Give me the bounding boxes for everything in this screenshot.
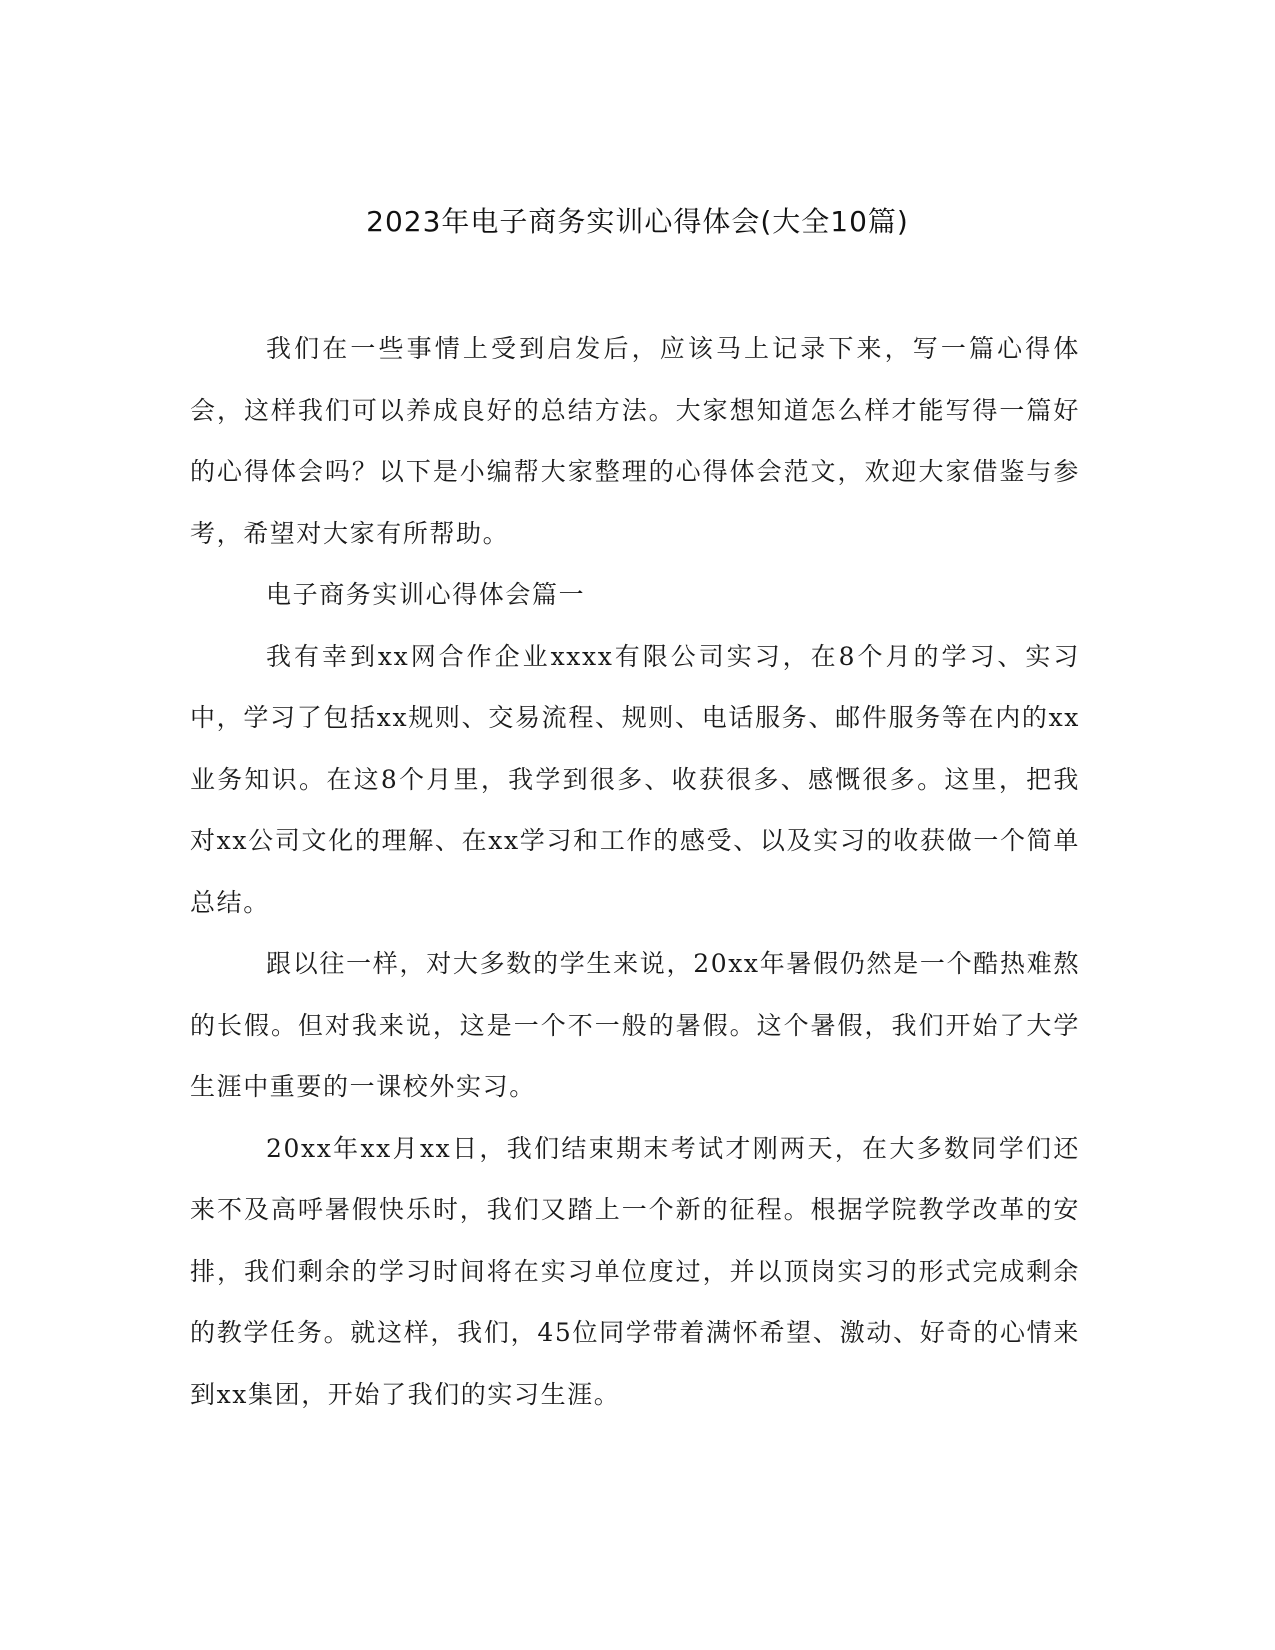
- intro-paragraph: 我们在一些事情上受到启发后，应该马上记录下来，写一篇心得体会，这样我们可以养成良好的总结方法。大家想知道怎么样才能写得一篇好的心得体会吗？以下是小编帮大家整理的心得体会范文，欢迎大家借鉴与参考，希望对大家有所帮助。: [190, 334, 1080, 548]
- body-paragraph: 20xx年xx月xx日，我们结束期末考试才刚两天，在大多数同学们还来不及高呼暑假快乐时，我们又踏上一个新的征程。根据学院教学改革的安排，我们剩余的学习时间将在实习单位度过，并以顶岗实习的形式完成剩余的教学任务。就这样，我们，45位同学带着满怀希望、激动、好奇的心情来到xx集团，开始了我们的实习生涯。: [190, 1133, 1080, 1409]
- section-heading: 电子商务实训心得体会篇一: [266, 580, 586, 609]
- body-paragraph: 我有幸到xx网合作企业xxxx有限公司实习，在8个月的学习、实习中，学习了包括xx规则、交易流程、规则、电话服务、邮件服务等在内的xx业务知识。在这8个月里，我学到很多、收获很多、感慨很多。这里，把我对xx公司文化的理解、在xx学习和工作的感受、以及实习的收获做一个简单总结。: [190, 641, 1080, 917]
- body-paragraph: 跟以往一样，对大多数的学生来说，20xx年暑假仍然是一个酷热难熬的长假。但对我来说，这是一个不一般的暑假。这个暑假，我们开始了大学生涯中重要的一课校外实习。: [190, 949, 1080, 1101]
- document-body: [190, 318, 1080, 1425]
- document-title: 2023年电子商务实训心得体会(大全10篇): [366, 205, 909, 238]
